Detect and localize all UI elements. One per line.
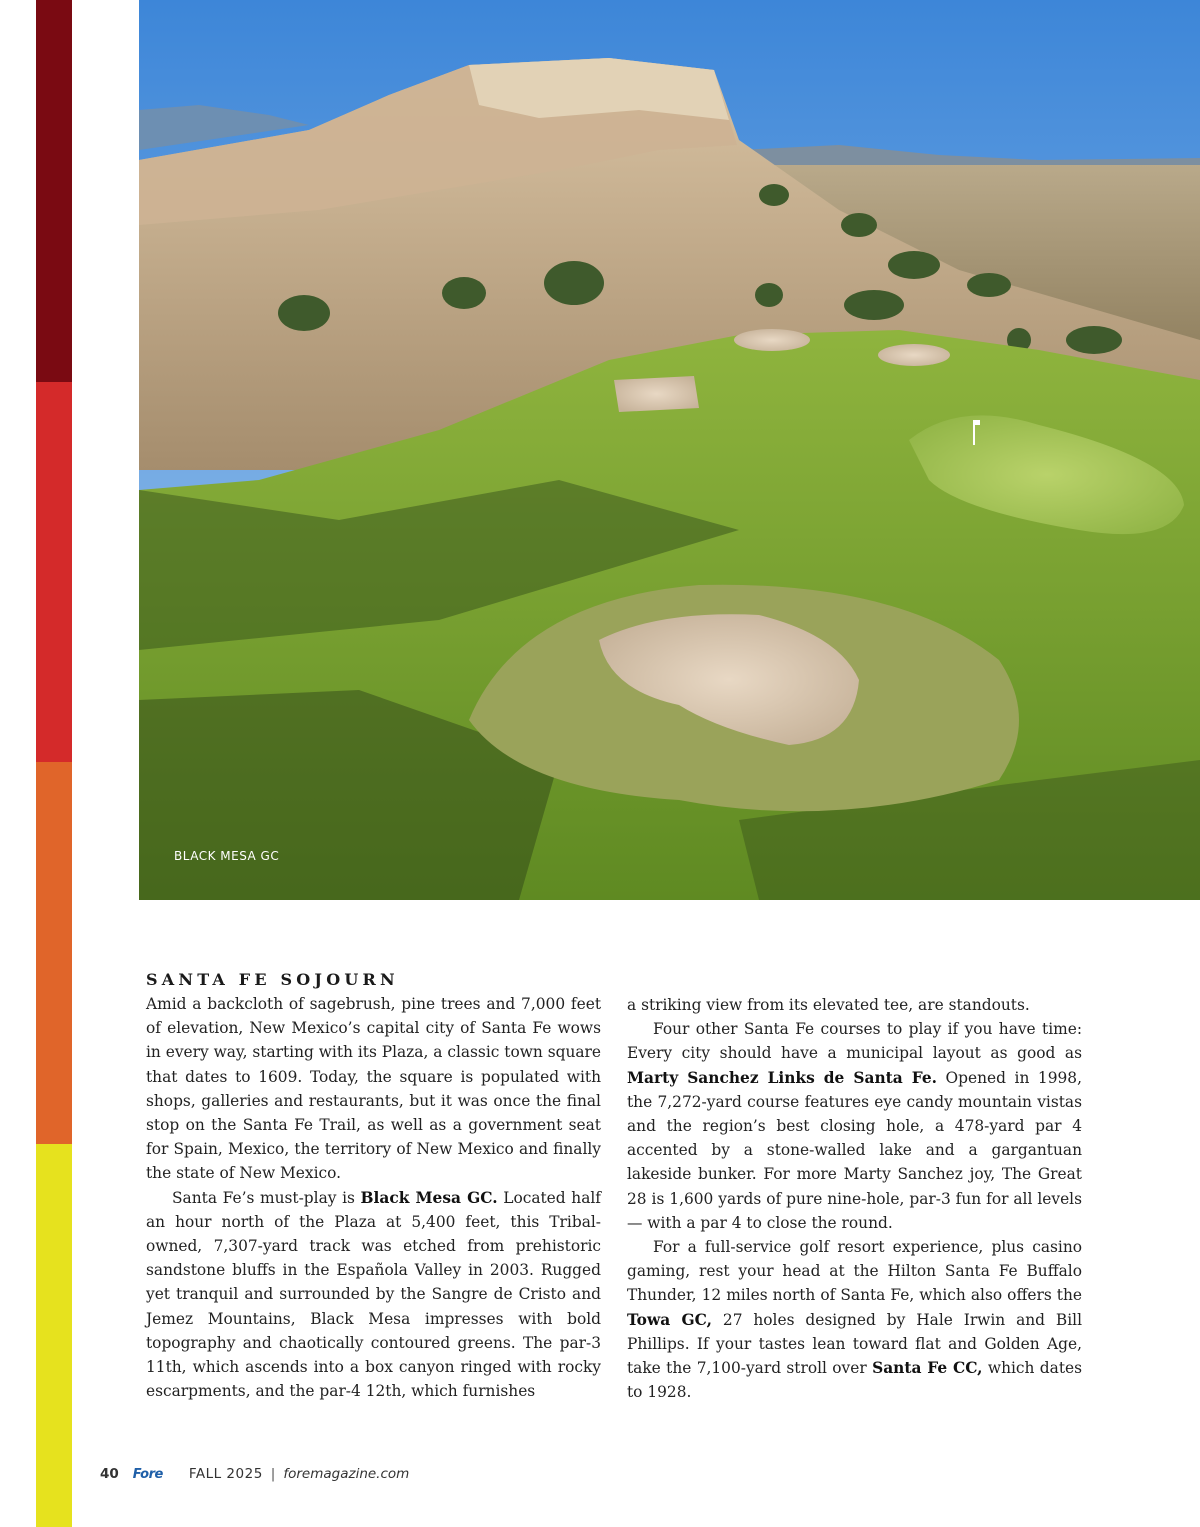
photo-caption: BLACK MESA GC [174, 849, 280, 863]
course-name-marty-sanchez: Marty Sanchez Links de Santa Fe. [627, 1068, 937, 1087]
page-number: 40 [100, 1466, 119, 1482]
color-strip-yellow [36, 1144, 72, 1527]
page-footer [100, 1466, 409, 1482]
course-name-towa: Towa GC, [627, 1310, 713, 1329]
paragraph-intro: Amid a backcloth of sagebrush, pine trees and 7,000 feet of elevation, New Mexico’s capital city of Santa Fe wows in every way, starting with its Plaza, a classic town square that dates to 1609. Today, the square is populated with shops, galleries and restaurants, but it was once the final stop on the Santa Fe Trail, as well as a government seat for Spain, Mexico, the territory of New Mexico and finally the state of New Mexico. [146, 995, 601, 1183]
article-column-right [627, 993, 1082, 1404]
paragraph-black-mesa-continued: a striking view from its elevated tee, are standouts. [627, 996, 1030, 1014]
section-heading: SANTA FE SOJOURN [146, 970, 399, 989]
article-column-left [146, 968, 601, 1403]
color-strip-dark-red [36, 0, 72, 382]
paragraph-towa-santa-fe-cc: For a full-service golf resort experience, plus casino gaming, rest your head at the Hilton Santa Fe Buffalo Thunder, 12 miles north of Santa Fe, which also offers the Towa GC, 27 holes designed by Hale Irwin and Bill Phillips. If your tastes lean toward flat and Golden Age, take the 7,100-yard stroll over Santa Fe CC, which dates to 1928. [627, 1238, 1083, 1402]
paragraph-black-mesa: Santa Fe’s must-play is Black Mesa GC. Located half an hour north of the Plaza at 5,400 feet, this Tribal-owned, 7,307-yard track was etched from prehistoric sandstone bluffs in the Española Valley in 2003. Rugged yet tranquil and surrounded by the Sangre de Cristo and Jemez Mountains, Black Mesa impresses with bold topography and chaotically contoured greens. The par-3 11th, which ascends into a box canyon ringed with rocky escarpments, and the par-4 12th, which furnishes [146, 1188, 601, 1401]
issue-label: FALL 2025 [188, 1466, 263, 1482]
paragraph-marty-sanchez: Four other Santa Fe courses to play if you have time: Every city should have a municipal layout as good as Marty Sanchez Links de Santa Fe. Opened in 1998, the 7,272-yard course features eye candy mountain vistas and the region’s best closing hole, a 478-yard par 4 accented by a stone-walled lake and a gargantuan lakeside bunker. For more Marty Sanchez joy, The Great 28 is 1,600 yards of pure nine-hole, par-3 fun for all levels — with a par 4 to close the round. [627, 1020, 1082, 1232]
footer-separator: | [270, 1466, 276, 1482]
color-strip-red [36, 382, 72, 762]
brand-logo: Fore [132, 1467, 163, 1482]
course-name-black-mesa: Black Mesa GC. [360, 1188, 498, 1207]
color-strip-orange [36, 762, 72, 1144]
website-link[interactable]: foremagazine.com [283, 1466, 410, 1482]
course-photo [139, 0, 1200, 900]
course-name-santa-fe-cc: Santa Fe CC, [872, 1359, 983, 1378]
